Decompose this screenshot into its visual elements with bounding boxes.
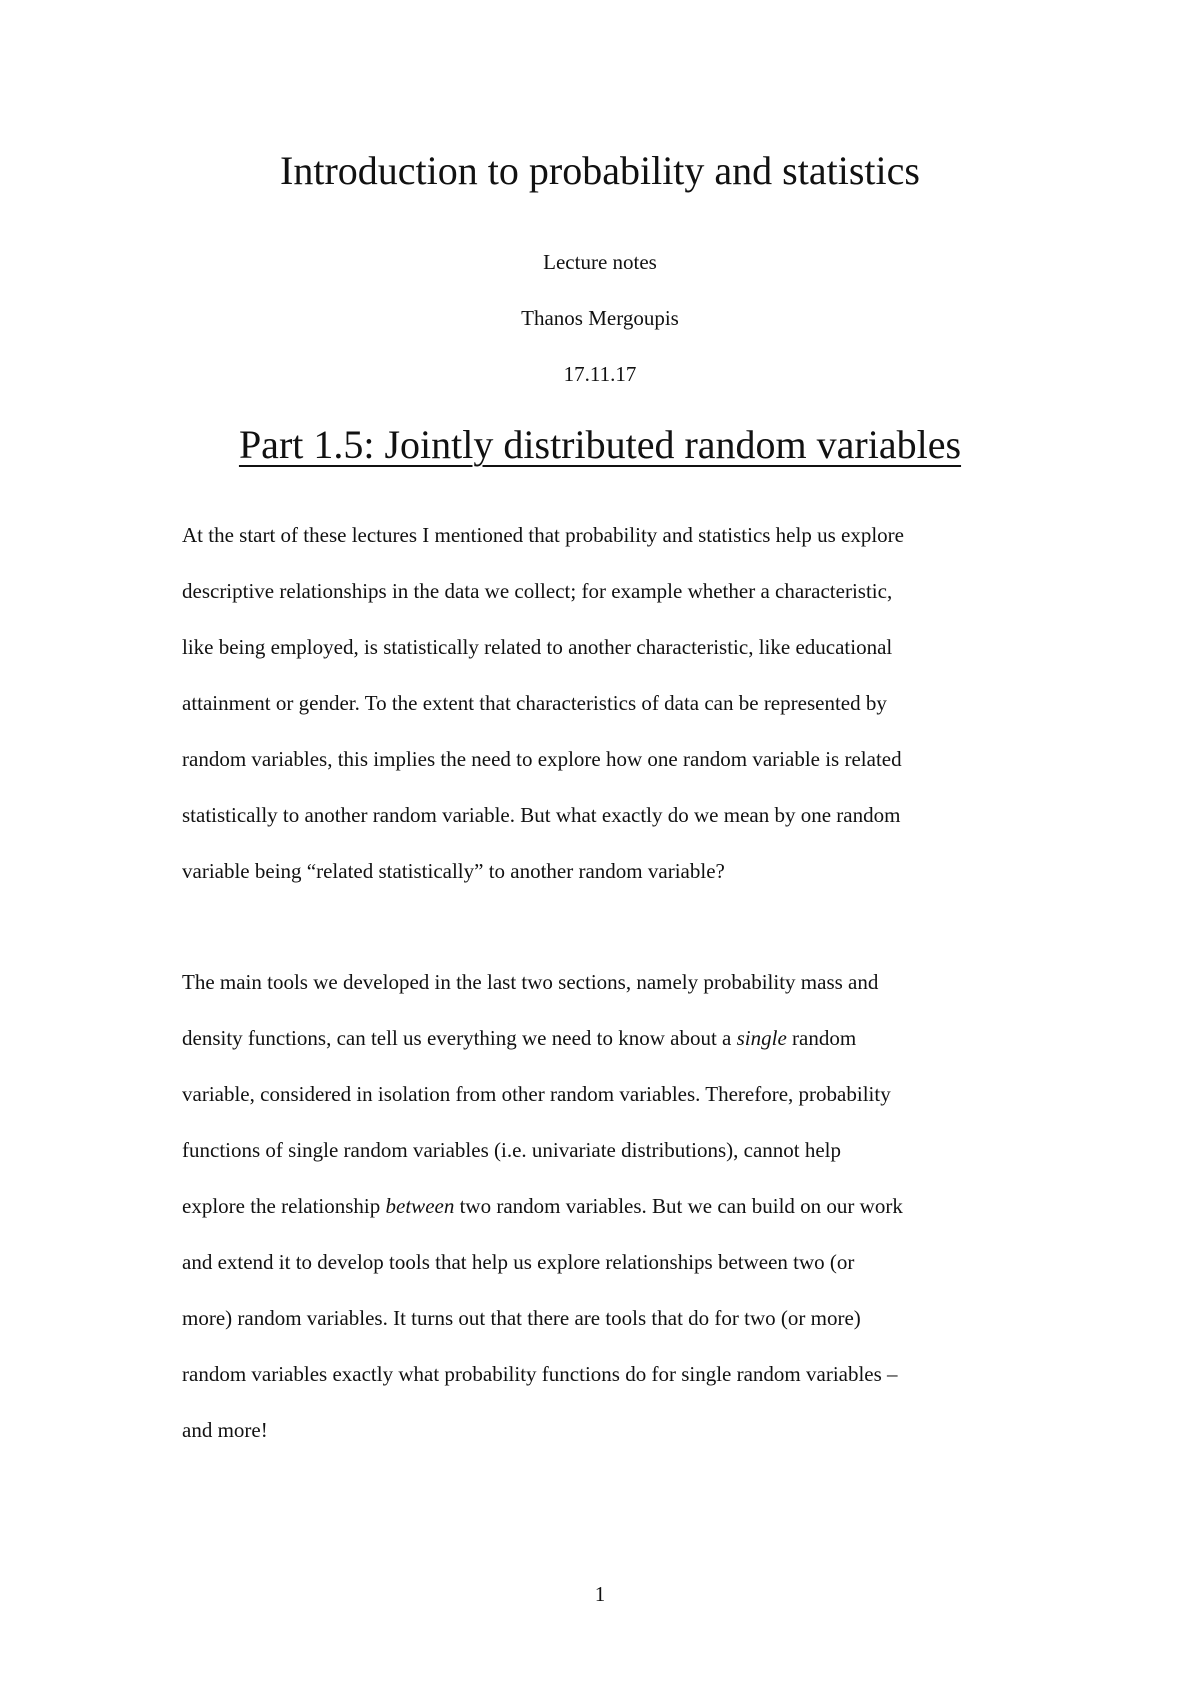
paragraph-line: The main tools we developed in the last two sections, namely probability mass and <box>182 970 879 994</box>
paragraph-line <box>182 1024 1022 1080</box>
paragraph-tools <box>182 968 1022 1472</box>
paragraph-line: attainment or gender. To the extent that characteristics of data can be represented by <box>182 691 887 715</box>
page-number: 1 <box>594 1582 606 1606</box>
paragraph-intro <box>182 521 1022 913</box>
paragraph-line <box>182 1192 1022 1248</box>
paragraph-line: statistically to another random variable. But what exactly do we mean by one random <box>182 803 901 827</box>
document-date: 17.11.17 <box>563 362 637 386</box>
paragraph-line: At the start of these lectures I mentioned that probability and statistics help us explore <box>182 523 904 547</box>
section-heading: Part 1.5: Jointly distributed random variables <box>238 422 962 467</box>
emphasis-between: between <box>385 1194 455 1218</box>
paragraph-line: random variables exactly what probability functions do for single random variables – <box>182 1362 898 1386</box>
paragraph-line: descriptive relationships in the data we collect; for example whether a characteristic, <box>182 579 893 603</box>
line-text: random <box>786 1026 857 1050</box>
paragraph-line: and more! <box>182 1418 268 1442</box>
paragraph-line: and extend it to develop tools that help us explore relationships between two (or <box>182 1250 855 1274</box>
document-type: Lecture notes <box>543 250 657 274</box>
line-text: explore the relationship <box>182 1194 386 1218</box>
line-text: density functions, can tell us everything we need to know about a <box>182 1026 737 1050</box>
document-title: Introduction to probability and statistics <box>280 148 920 193</box>
author-name: Thanos Mergoupis <box>521 306 679 330</box>
emphasis-single: single <box>736 1026 787 1050</box>
paragraph-line: more) random variables. It turns out that there are tools that do for two (or more) <box>182 1306 861 1330</box>
paragraph-line: variable being “related statistically” to another random variable? <box>182 859 725 883</box>
line-text: two random variables. But we can build on our work <box>454 1194 903 1218</box>
paragraph-line: variable, considered in isolation from other random variables. Therefore, probability <box>182 1082 891 1106</box>
paragraph-line: like being employed, is statistically related to another characteristic, like educational <box>182 635 893 659</box>
paragraph-line: functions of single random variables (i.e. univariate distributions), cannot help <box>182 1138 841 1162</box>
paragraph-line: random variables, this implies the need to explore how one random variable is related <box>182 747 902 771</box>
